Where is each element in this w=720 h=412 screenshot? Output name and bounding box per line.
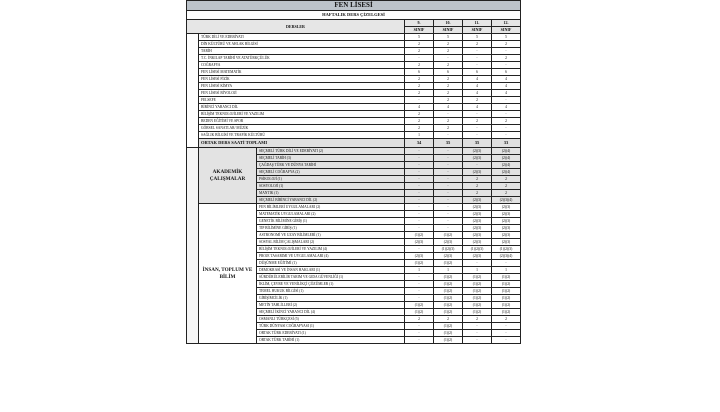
course-name: BİRİNCİ YABANCI DİL bbox=[199, 104, 405, 111]
table-row bbox=[187, 148, 521, 155]
grade-11-label: SINIF bbox=[463, 27, 492, 34]
grade-12-hours: 6 bbox=[492, 69, 521, 76]
course-name: SAĞLIK BİLGİSİ VE TRAFİK KÜLTÜRÜ bbox=[199, 132, 405, 139]
grade-10-hours: (1)(2) bbox=[434, 288, 463, 295]
grade-10-hours: 2 bbox=[434, 125, 463, 132]
course-name: TÜRK DİLİ VE EDEBİYATI bbox=[199, 34, 405, 41]
grade-9-hours: - bbox=[405, 190, 434, 197]
grade-10-hours: 4 bbox=[434, 104, 463, 111]
grade-11-hours: 35 bbox=[463, 139, 492, 148]
grade-10-hours: - bbox=[434, 155, 463, 162]
grade-11-hours: (2)(3) bbox=[463, 148, 492, 155]
grade-9-hours: - bbox=[405, 97, 434, 104]
table-row bbox=[187, 125, 521, 132]
grade-11-hours: (1)(2) bbox=[463, 281, 492, 288]
grade-10-hours: (2)(3) bbox=[434, 253, 463, 260]
course-name: BİLİŞİM TEKNOLOJİLERİ VE YAZILIM (4) bbox=[257, 246, 405, 253]
grade-12-hours: - bbox=[492, 132, 521, 139]
grade-9-hours: (1)(2) bbox=[405, 302, 434, 309]
table-row bbox=[187, 48, 521, 55]
grade-11-hours: - bbox=[463, 260, 492, 267]
course-name: TIP BİLİMİNE GİRİŞ (1) bbox=[257, 225, 405, 232]
grade-10-hours: - bbox=[434, 218, 463, 225]
grade-11-hours: - bbox=[463, 62, 492, 69]
grade-11-hours: 2 bbox=[463, 41, 492, 48]
course-name: FEN LİSESİ FİZİK bbox=[199, 76, 405, 83]
grade-12-hours: (2)(3)(4) bbox=[492, 197, 521, 204]
grade-11-hours: - bbox=[463, 132, 492, 139]
grade-9-hours: 6 bbox=[405, 69, 434, 76]
table-row bbox=[187, 55, 521, 62]
weekly-schedule-table bbox=[186, 0, 521, 344]
grade-11-hours: (2)(3) bbox=[463, 169, 492, 176]
table-row bbox=[187, 104, 521, 111]
grade-9-hours: (1)(2) bbox=[405, 232, 434, 239]
grade-10-hours: - bbox=[434, 211, 463, 218]
grade-10-hours: 2 bbox=[434, 76, 463, 83]
grade-11-hours: - bbox=[463, 162, 492, 169]
course-name: ÇAĞDAŞ TÜRK VE DÜNYA TARİHİ bbox=[257, 162, 405, 169]
grade-11-hours: (1)(2)(3) bbox=[463, 246, 492, 253]
table-row bbox=[187, 132, 521, 139]
grade-12-hours: 33 bbox=[492, 139, 521, 148]
grade-9-hours: - bbox=[405, 176, 434, 183]
grade-10-hours: (1)(2) bbox=[434, 323, 463, 330]
grade-10-hours: (1)(2) bbox=[434, 232, 463, 239]
common-courses-group-label bbox=[187, 34, 199, 148]
grade-11-hours: 6 bbox=[463, 69, 492, 76]
grade-10-hours: (1)(2) bbox=[434, 274, 463, 281]
course-name: MANTIK (1) bbox=[257, 190, 405, 197]
grade-12-hours: 2 bbox=[492, 316, 521, 323]
grade-11-hours: 4 bbox=[463, 104, 492, 111]
grade-9-hours: - bbox=[405, 197, 434, 204]
grade-9-label: SINIF bbox=[405, 27, 434, 34]
table-row bbox=[187, 76, 521, 83]
table-row bbox=[187, 69, 521, 76]
page-subtitle: HAFTALIK DERS ÇİZELGESİ bbox=[187, 11, 521, 20]
grade-9-hours: 2 bbox=[405, 90, 434, 97]
grade-9-hours: (1)(2) bbox=[405, 260, 434, 267]
grade-11-hours: 2 bbox=[463, 176, 492, 183]
grade-9-hours: 4 bbox=[405, 104, 434, 111]
table-row bbox=[187, 90, 521, 97]
grade-10-hours: - bbox=[434, 169, 463, 176]
course-name: ASTRONOMİ VE UZAY BİLİMLERİ (1) bbox=[257, 232, 405, 239]
course-name: GİRİŞİMCİLİK (1) bbox=[257, 295, 405, 302]
grade-12-hours: - bbox=[492, 125, 521, 132]
grade-9-hours: - bbox=[405, 148, 434, 155]
grade-12-hours: - bbox=[492, 337, 521, 344]
grade-9-hours: 5 bbox=[405, 34, 434, 41]
grade-9-hours: 2 bbox=[405, 111, 434, 118]
grade-9-hours: - bbox=[405, 211, 434, 218]
grade-12-hours: 2 bbox=[492, 55, 521, 62]
course-name: OSMANLI TÜRKÇESİ (5) bbox=[257, 316, 405, 323]
grade-9-hours: - bbox=[405, 337, 434, 344]
common-total-row bbox=[187, 139, 521, 148]
grade-9-hours: 1 bbox=[405, 132, 434, 139]
grade-10-hours: 2 bbox=[434, 118, 463, 125]
course-name: T.C. İNKILAP TARİHİ VE ATATÜRKÇÜLÜK bbox=[199, 55, 405, 62]
grade-10-hours: 2 bbox=[434, 97, 463, 104]
course-name: TÜRK DÜNYASI COĞRAFYASI (1) bbox=[257, 323, 405, 330]
courses-header: DERSLER bbox=[187, 20, 405, 34]
grade-10-hours: (1)(2) bbox=[434, 309, 463, 316]
elective-courses-group-label bbox=[187, 148, 199, 344]
grade-11-hours: (1)(2) bbox=[463, 295, 492, 302]
course-name: COĞRAFYA bbox=[199, 62, 405, 69]
course-name: SEÇMELİ BİRİNCİ YABANCI DİL (2) bbox=[257, 197, 405, 204]
grade-11-hours: (2)(3) bbox=[463, 211, 492, 218]
table-row bbox=[187, 111, 521, 118]
grade-11-hours: (1)(2) bbox=[463, 274, 492, 281]
grade-9-hours: 2 bbox=[405, 62, 434, 69]
common-total-label: ORTAK DERS SAATİ TOPLAMI bbox=[199, 139, 405, 148]
grade-9-hours: - bbox=[405, 169, 434, 176]
grade-11-hours: 1 bbox=[463, 267, 492, 274]
course-name: DEMOKRASİ VE İNSAN HAKLARI (1) bbox=[257, 267, 405, 274]
grade-9-hours: 2 bbox=[405, 41, 434, 48]
grade-10-hours: - bbox=[434, 148, 463, 155]
grade-10-hours: - bbox=[434, 111, 463, 118]
grade-12-hours: - bbox=[492, 97, 521, 104]
course-name: GENETİK BİLİMİNE GİRİŞ (1) bbox=[257, 218, 405, 225]
grade-10-hours: (1)(2) bbox=[434, 281, 463, 288]
grade-12-hours: 2 bbox=[492, 176, 521, 183]
table-row bbox=[187, 62, 521, 69]
grade-12-hours: 2 bbox=[492, 41, 521, 48]
grade-12-hours: (2)(3) bbox=[492, 218, 521, 225]
grade-11-hours: (2)(3) bbox=[463, 232, 492, 239]
grade-9-hours: (2)(3) bbox=[405, 253, 434, 260]
grade-12-hours: (1)(2)(3) bbox=[492, 246, 521, 253]
grade-12-hours: - bbox=[492, 48, 521, 55]
course-name: ORTAK TÜRK TARİHİ (1) bbox=[257, 337, 405, 344]
grade-9-hours: 34 bbox=[405, 139, 434, 148]
grade-12-hours: (2)(3) bbox=[492, 211, 521, 218]
grade-12-hours: 4 bbox=[492, 83, 521, 90]
grade-10-hours: - bbox=[434, 204, 463, 211]
grade-11-hours: (2)(3) bbox=[463, 197, 492, 204]
grade-11-hours: 2 bbox=[463, 316, 492, 323]
human-society-science-group-label: İNSAN, TOPLUM VE BİLİM bbox=[199, 204, 257, 344]
grade-11-hours: 4 bbox=[463, 90, 492, 97]
course-name: FEN LİSESİ MATEMATİK bbox=[199, 69, 405, 76]
course-name: SEÇMELİ İKİNCİ YABANCI DİL (4) bbox=[257, 309, 405, 316]
grade-10-hours: 2 bbox=[434, 83, 463, 90]
grade-11-hours: - bbox=[463, 337, 492, 344]
grade-11-hours: 2 bbox=[463, 97, 492, 104]
course-name: FEN LİSESİ BİYOLOJİ bbox=[199, 90, 405, 97]
grade-9-hours: 1 bbox=[405, 267, 434, 274]
grade-12-hours: 2 bbox=[492, 118, 521, 125]
grade-9-hours: - bbox=[405, 225, 434, 232]
grade-12-hours: (2)(3)(4) bbox=[492, 253, 521, 260]
grade-10-hours: - bbox=[434, 162, 463, 169]
course-name: DİN KÜLTÜRÜ VE AHLAK BİLGİSİ bbox=[199, 41, 405, 48]
grade-12-label: SINIF bbox=[492, 27, 521, 34]
course-name: DÜŞÜNME EĞİTİMİ (1) bbox=[257, 260, 405, 267]
grade-10-hours: - bbox=[434, 197, 463, 204]
course-name: METİN TAHLİLLERİ (2) bbox=[257, 302, 405, 309]
grade-11-number: 11. bbox=[463, 20, 492, 27]
grade-10-hours: 2 bbox=[434, 48, 463, 55]
grade-11-hours: (1)(2) bbox=[463, 288, 492, 295]
grade-10-number: 10. bbox=[434, 20, 463, 27]
grade-11-hours: (2)(3) bbox=[463, 155, 492, 162]
grade-10-hours: (1)(2) bbox=[434, 337, 463, 344]
grade-12-hours: 4 bbox=[492, 76, 521, 83]
course-name: ORTAK TÜRK EDEBİYATI (1) bbox=[257, 330, 405, 337]
grade-9-hours: - bbox=[405, 330, 434, 337]
grade-9-hours: - bbox=[405, 246, 434, 253]
course-name: PSİKOLOJİ (1) bbox=[257, 176, 405, 183]
course-name: FELSEFE bbox=[199, 97, 405, 104]
grade-9-hours: - bbox=[405, 162, 434, 169]
grade-12-hours: (1)(2) bbox=[492, 288, 521, 295]
grade-11-hours: 2 bbox=[463, 118, 492, 125]
grade-11-hours: - bbox=[463, 55, 492, 62]
grade-10-hours: (1)(2) bbox=[434, 302, 463, 309]
course-name: İKLİM, ÇEVRE VE YENİLİKÇİ ÇÖZÜMLER (1) bbox=[257, 281, 405, 288]
grade-9-hours: 2 bbox=[405, 125, 434, 132]
course-name: SOSYOLOJİ (1) bbox=[257, 183, 405, 190]
grade-12-hours: (2)(3) bbox=[492, 204, 521, 211]
grade-10-hours: 5 bbox=[434, 34, 463, 41]
grade-9-hours: 2 bbox=[405, 83, 434, 90]
table-row bbox=[187, 204, 521, 211]
grade-12-hours: (1)(2) bbox=[492, 309, 521, 316]
course-name: SEÇMELİ COĞRAFYA (2) bbox=[257, 169, 405, 176]
grade-12-hours: 2 bbox=[492, 190, 521, 197]
grade-12-hours: - bbox=[492, 323, 521, 330]
grade-12-hours: 1 bbox=[492, 267, 521, 274]
course-name: TEMEL HUKUK BİLGİSİ (1) bbox=[257, 288, 405, 295]
grade-10-hours: 2 bbox=[434, 41, 463, 48]
academic-studies-group-label: AKADEMİK ÇALIŞMALAR bbox=[199, 148, 257, 204]
grade-12-hours: (1)(2) bbox=[492, 281, 521, 288]
grade-9-hours: - bbox=[405, 218, 434, 225]
grade-12-hours: - bbox=[492, 62, 521, 69]
grade-12-hours: - bbox=[492, 330, 521, 337]
grade-10-hours: - bbox=[434, 190, 463, 197]
course-name: SÜRDÜRÜLEBİLİR TARIM VE GIDA GÜVENLİĞİ (1) bbox=[257, 274, 405, 281]
grade-12-hours: - bbox=[492, 260, 521, 267]
grade-10-hours: 2 bbox=[434, 62, 463, 69]
grade-11-hours: 4 bbox=[463, 83, 492, 90]
grade-9-number: 9. bbox=[405, 20, 434, 27]
page-title: FEN LİSESİ bbox=[187, 1, 521, 11]
grade-11-hours: - bbox=[463, 48, 492, 55]
grade-12-hours: (2)(4) bbox=[492, 148, 521, 155]
grade-12-hours: (2)(4) bbox=[492, 162, 521, 169]
grade-10-hours: (2)(3) bbox=[434, 239, 463, 246]
grade-12-hours: (2)(4) bbox=[492, 169, 521, 176]
grade-12-hours: (2)(4) bbox=[492, 155, 521, 162]
grade-12-hours: (2)(3) bbox=[492, 239, 521, 246]
grade-9-hours: - bbox=[405, 55, 434, 62]
course-name: BİLİŞİM TEKNOLOJİLERİ VE YAZILIM bbox=[199, 111, 405, 118]
schedule-document bbox=[186, 0, 520, 344]
table-row bbox=[187, 83, 521, 90]
grade-9-hours: - bbox=[405, 288, 434, 295]
grade-12-hours: (1)(2) bbox=[492, 302, 521, 309]
grade-11-hours: - bbox=[463, 330, 492, 337]
course-name: TARİH bbox=[199, 48, 405, 55]
grade-12-hours: 4 bbox=[492, 104, 521, 111]
grade-9-hours: 2 bbox=[405, 316, 434, 323]
grade-10-hours: (1)(2) bbox=[434, 260, 463, 267]
grade-10-label: SINIF bbox=[434, 27, 463, 34]
grade-12-hours: 2 bbox=[492, 183, 521, 190]
grade-11-hours: 2 bbox=[463, 183, 492, 190]
grade-10-hours: 35 bbox=[434, 139, 463, 148]
course-name: GÖRSEL SANATLAR/ MÜZİK bbox=[199, 125, 405, 132]
grade-12-number: 12. bbox=[492, 20, 521, 27]
course-name: FEN LİSESİ KİMYA bbox=[199, 83, 405, 90]
grade-12-hours: 5 bbox=[492, 34, 521, 41]
grade-10-hours: (1)(2) bbox=[434, 330, 463, 337]
grade-9-hours: - bbox=[405, 281, 434, 288]
grade-11-hours: - bbox=[463, 111, 492, 118]
grade-11-hours: (2)(3) bbox=[463, 218, 492, 225]
grade-11-hours: 4 bbox=[463, 76, 492, 83]
grade-10-hours: - bbox=[434, 183, 463, 190]
grade-11-hours: (2)(3) bbox=[463, 204, 492, 211]
grade-10-hours: 1 bbox=[434, 267, 463, 274]
table-row bbox=[187, 97, 521, 104]
grade-10-hours: (1)(2)(3) bbox=[434, 246, 463, 253]
grade-9-hours: - bbox=[405, 295, 434, 302]
course-name: FEN BİLİMLERİ UYGULAMALARI (2) bbox=[257, 204, 405, 211]
grade-10-hours: - bbox=[434, 132, 463, 139]
grade-11-hours: (2)(3) bbox=[463, 239, 492, 246]
grade-12-hours: - bbox=[492, 111, 521, 118]
grade-11-hours: (1)(2) bbox=[463, 309, 492, 316]
grade-9-hours: (1)(2) bbox=[405, 309, 434, 316]
grade-9-hours: 2 bbox=[405, 48, 434, 55]
course-name: PROJE TASARIMI VE UYGULAMALARI (4) bbox=[257, 253, 405, 260]
grade-10-hours: 2 bbox=[434, 90, 463, 97]
grade-12-hours: (2)(3) bbox=[492, 232, 521, 239]
grade-10-hours: 2 bbox=[434, 316, 463, 323]
grade-9-hours: - bbox=[405, 183, 434, 190]
table-row bbox=[187, 118, 521, 125]
grade-10-hours: 6 bbox=[434, 69, 463, 76]
grade-9-hours: - bbox=[405, 155, 434, 162]
grade-11-hours: (1)(2) bbox=[463, 302, 492, 309]
grade-9-hours: - bbox=[405, 204, 434, 211]
grade-9-hours: 2 bbox=[405, 118, 434, 125]
grade-11-hours: (2)(3) bbox=[463, 253, 492, 260]
course-name: SOSYAL BİLİM ÇALIŞMALARI (2) bbox=[257, 239, 405, 246]
grade-12-hours: (1)(2) bbox=[492, 274, 521, 281]
course-name: SEÇMELİ TÜRK DİLİ VE EDEBİYATI (2) bbox=[257, 148, 405, 155]
grade-9-hours: - bbox=[405, 323, 434, 330]
grade-10-hours: - bbox=[434, 225, 463, 232]
course-name: BEDEN EĞİTİMİ VE SPOR bbox=[199, 118, 405, 125]
grade-11-hours: - bbox=[463, 323, 492, 330]
grade-11-hours: - bbox=[463, 125, 492, 132]
grade-11-hours: 5 bbox=[463, 34, 492, 41]
table-row bbox=[187, 34, 521, 41]
grade-10-hours: - bbox=[434, 176, 463, 183]
table-row bbox=[187, 41, 521, 48]
grade-11-hours: (2)(3) bbox=[463, 225, 492, 232]
grade-11-hours: 2 bbox=[463, 190, 492, 197]
grade-12-hours: 4 bbox=[492, 90, 521, 97]
grade-9-hours: (2)(3) bbox=[405, 239, 434, 246]
grade-9-hours: - bbox=[405, 274, 434, 281]
grade-10-hours: - bbox=[434, 55, 463, 62]
course-name: SEÇMELİ TARİH (3) bbox=[257, 155, 405, 162]
grade-9-hours: 2 bbox=[405, 76, 434, 83]
grade-12-hours: (1)(2) bbox=[492, 295, 521, 302]
grade-10-hours: (1)(2) bbox=[434, 295, 463, 302]
grade-12-hours: (2)(3) bbox=[492, 225, 521, 232]
course-name: MATEMATİK UYGULAMALARI (2) bbox=[257, 211, 405, 218]
